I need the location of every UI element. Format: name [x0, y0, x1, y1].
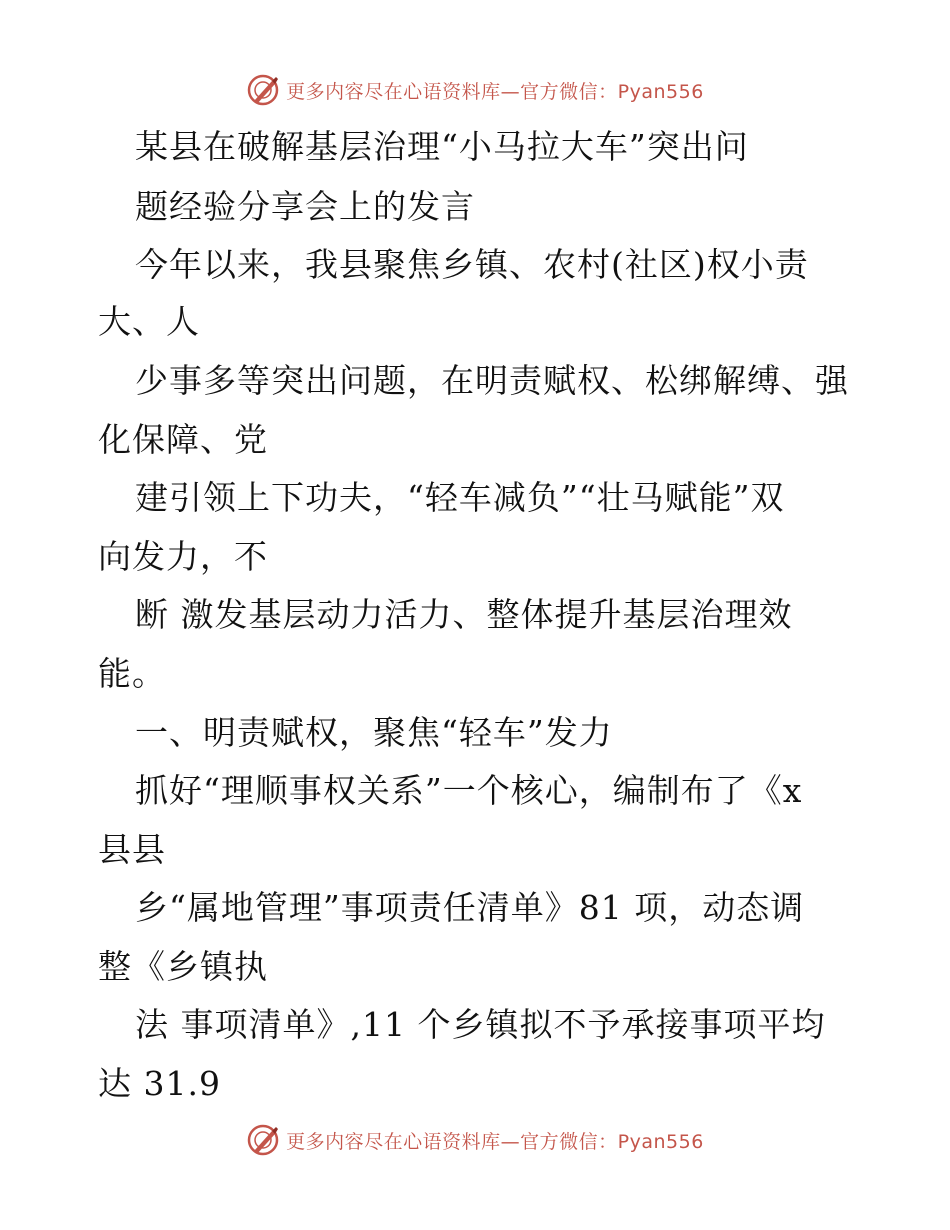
text-line: 能。	[98, 654, 166, 693]
text-line: 达 31.9	[98, 1064, 221, 1103]
text-line: 县县	[98, 830, 166, 869]
pen-seal-icon	[246, 1123, 280, 1157]
text-line: 整《乡镇执	[98, 947, 268, 986]
watermark-text: 更多内容尽在心语资料库—官方微信：Pyan556	[286, 1130, 704, 1153]
section-heading: 一、明责赋权，聚焦“轻车”发力	[135, 713, 613, 752]
text-line: 断 激发基层动力活力、整体提升基层治理效	[135, 595, 793, 634]
text-line: 抓好“理顺事权关系”一个核心，编制布了《x	[135, 771, 803, 810]
text-line: 化保障、党	[98, 420, 268, 459]
watermark-text: 更多内容尽在心语资料库—官方微信：Pyan556	[286, 80, 704, 103]
text-line: 法 事项清单》,11 个乡镇拟不予承接事项平均	[135, 1005, 826, 1044]
text-line: 大、人	[98, 302, 200, 341]
text-line: 少事多等突出问题，在明责赋权、松绑解缚、强	[135, 361, 849, 400]
text-line: 建引领上下功夫，“轻车减负”“壮马赋能”双	[135, 478, 785, 517]
text-line: 乡“属地管理”事项责任清单》81 项，动态调	[135, 888, 805, 927]
title-line-1: 某县在破解基层治理“小马拉大车”突出问	[135, 127, 749, 166]
title-line-2: 题经验分享会上的发言	[135, 187, 475, 226]
footer-watermark	[0, 1120, 950, 1160]
text-line: 今年以来，我县聚焦乡镇、农村(社区)权小责	[135, 245, 809, 284]
text-line: 向发力，不	[98, 537, 268, 576]
